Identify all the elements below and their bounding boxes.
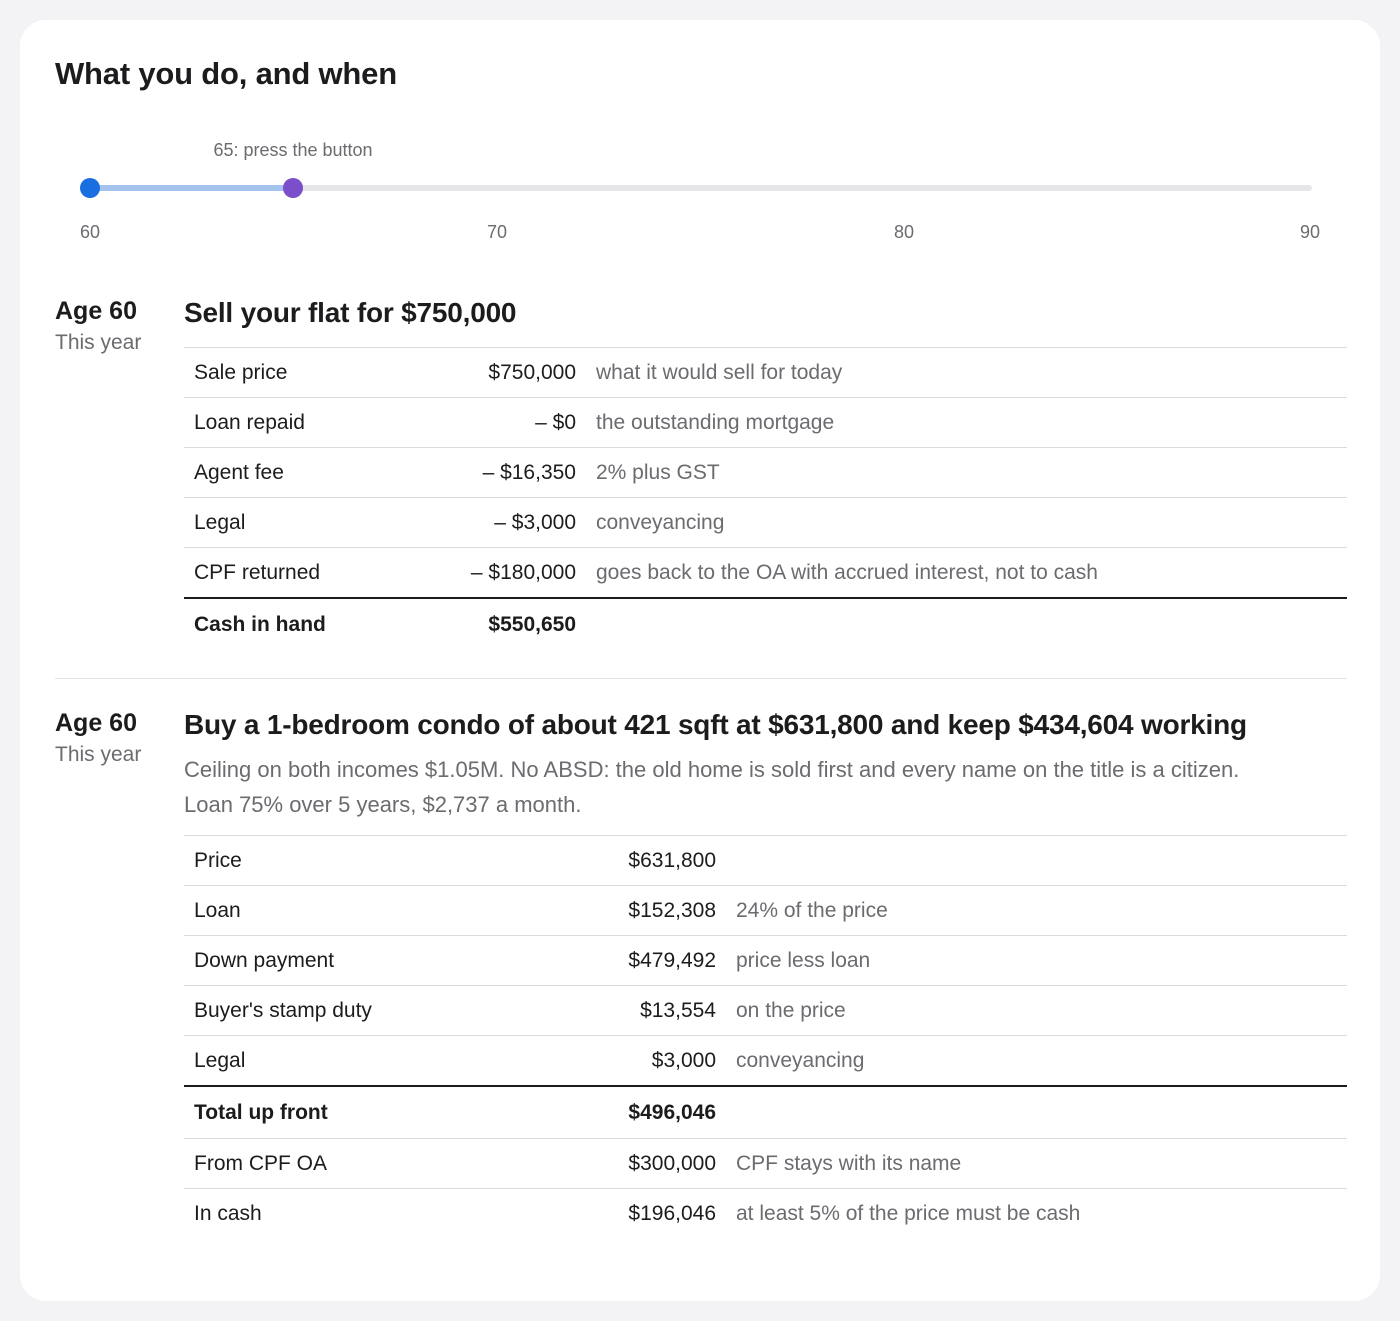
row-label: Loan repaid — [184, 398, 430, 448]
row-label: Loan — [184, 886, 570, 936]
timeline-progress — [90, 185, 293, 191]
table-row — [184, 398, 1347, 448]
timeline-tick: 90 — [1299, 222, 1321, 242]
table-row — [184, 986, 1347, 1036]
total-amount: $550,650 — [430, 598, 576, 650]
table-row — [184, 1189, 1347, 1239]
row-label: Down payment — [184, 936, 570, 986]
row-note: goes back to the OA with accrued interest, not to cash — [576, 548, 1347, 599]
table-row — [184, 1036, 1347, 1087]
timeline-tick: 80 — [893, 222, 915, 242]
timeline-tick: 70 — [486, 222, 508, 242]
row-label: Buyer's stamp duty — [184, 986, 570, 1036]
sale-breakdown-table — [184, 347, 1347, 650]
row-label: Legal — [184, 498, 430, 548]
table-row — [184, 936, 1347, 986]
timeline-tick: 60 — [79, 222, 101, 242]
row-note: at least 5% of the price must be cash — [716, 1189, 1347, 1239]
step-heading: Sell your flat for $750,000 — [184, 297, 517, 328]
row-label: Legal — [184, 1036, 570, 1087]
row-amount: – $16,350 — [430, 448, 576, 498]
total-row — [184, 1086, 1347, 1139]
row-amount: – $180,000 — [430, 548, 576, 599]
timeline-marker-label: 65: press the button — [213, 140, 373, 160]
table-row — [184, 448, 1347, 498]
step-age: Age 60 — [55, 297, 137, 325]
row-label: Sale price — [184, 348, 430, 398]
row-note: the outstanding mortgage — [576, 398, 1347, 448]
row-label: In cash — [184, 1189, 570, 1239]
row-note: price less loan — [716, 936, 1347, 986]
step-when-label: This year — [55, 743, 142, 766]
step-description — [184, 752, 1347, 822]
step-when — [55, 296, 175, 358]
table-row — [184, 836, 1347, 886]
row-note: on the price — [716, 986, 1347, 1036]
total-label: Total up front — [184, 1086, 570, 1139]
row-label: Price — [184, 836, 570, 886]
row-amount: – $3,000 — [430, 498, 576, 548]
row-note: conveyancing — [576, 498, 1347, 548]
step-when-label: This year — [55, 331, 142, 354]
row-amount: $300,000 — [570, 1139, 716, 1189]
row-amount: $152,308 — [570, 886, 716, 936]
row-note: what it would sell for today — [576, 348, 1347, 398]
row-note: 2% plus GST — [576, 448, 1347, 498]
timeline-button-age-handle[interactable] — [283, 178, 303, 198]
row-amount: $750,000 — [430, 348, 576, 398]
step-heading: Buy a 1-bedroom condo of about 421 sqft at $631,800 and keep $434,604 working — [184, 709, 1247, 740]
table-row — [184, 498, 1347, 548]
step-content — [184, 708, 1347, 1238]
table-row — [184, 548, 1347, 599]
timeline-current-age-dot[interactable] — [80, 178, 100, 198]
row-label: CPF returned — [184, 548, 430, 599]
step-when — [55, 708, 175, 770]
row-note: 24% of the price — [716, 886, 1347, 936]
plan-card — [20, 20, 1380, 1301]
row-amount: $3,000 — [570, 1036, 716, 1087]
total-amount: $496,046 — [570, 1086, 716, 1139]
row-label: From CPF OA — [184, 1139, 570, 1189]
row-amount: $13,554 — [570, 986, 716, 1036]
description-line: Ceiling on both incomes $1.05M. No ABSD: the old home is sold first and every name on the title is a citizen. — [184, 757, 1240, 782]
row-note: conveyancing — [716, 1036, 1347, 1087]
section-divider — [55, 678, 1347, 679]
row-amount: $479,492 — [570, 936, 716, 986]
total-row — [184, 598, 1347, 650]
table-row — [184, 1139, 1347, 1189]
total-label: Cash in hand — [184, 598, 430, 650]
purchase-breakdown-table — [184, 835, 1347, 1238]
row-amount: $196,046 — [570, 1189, 716, 1239]
age-timeline — [20, 130, 1380, 240]
table-row — [184, 348, 1347, 398]
row-note — [716, 836, 1347, 886]
table-row — [184, 886, 1347, 936]
description-line: Loan 75% over 5 years, $2,737 a month. — [184, 792, 582, 817]
row-label: Agent fee — [184, 448, 430, 498]
step-content — [184, 296, 1347, 650]
page-title: What you do, and when — [55, 56, 397, 91]
step-age: Age 60 — [55, 709, 137, 737]
row-amount: $631,800 — [570, 836, 716, 886]
row-amount: – $0 — [430, 398, 576, 448]
row-note: CPF stays with its name — [716, 1139, 1347, 1189]
